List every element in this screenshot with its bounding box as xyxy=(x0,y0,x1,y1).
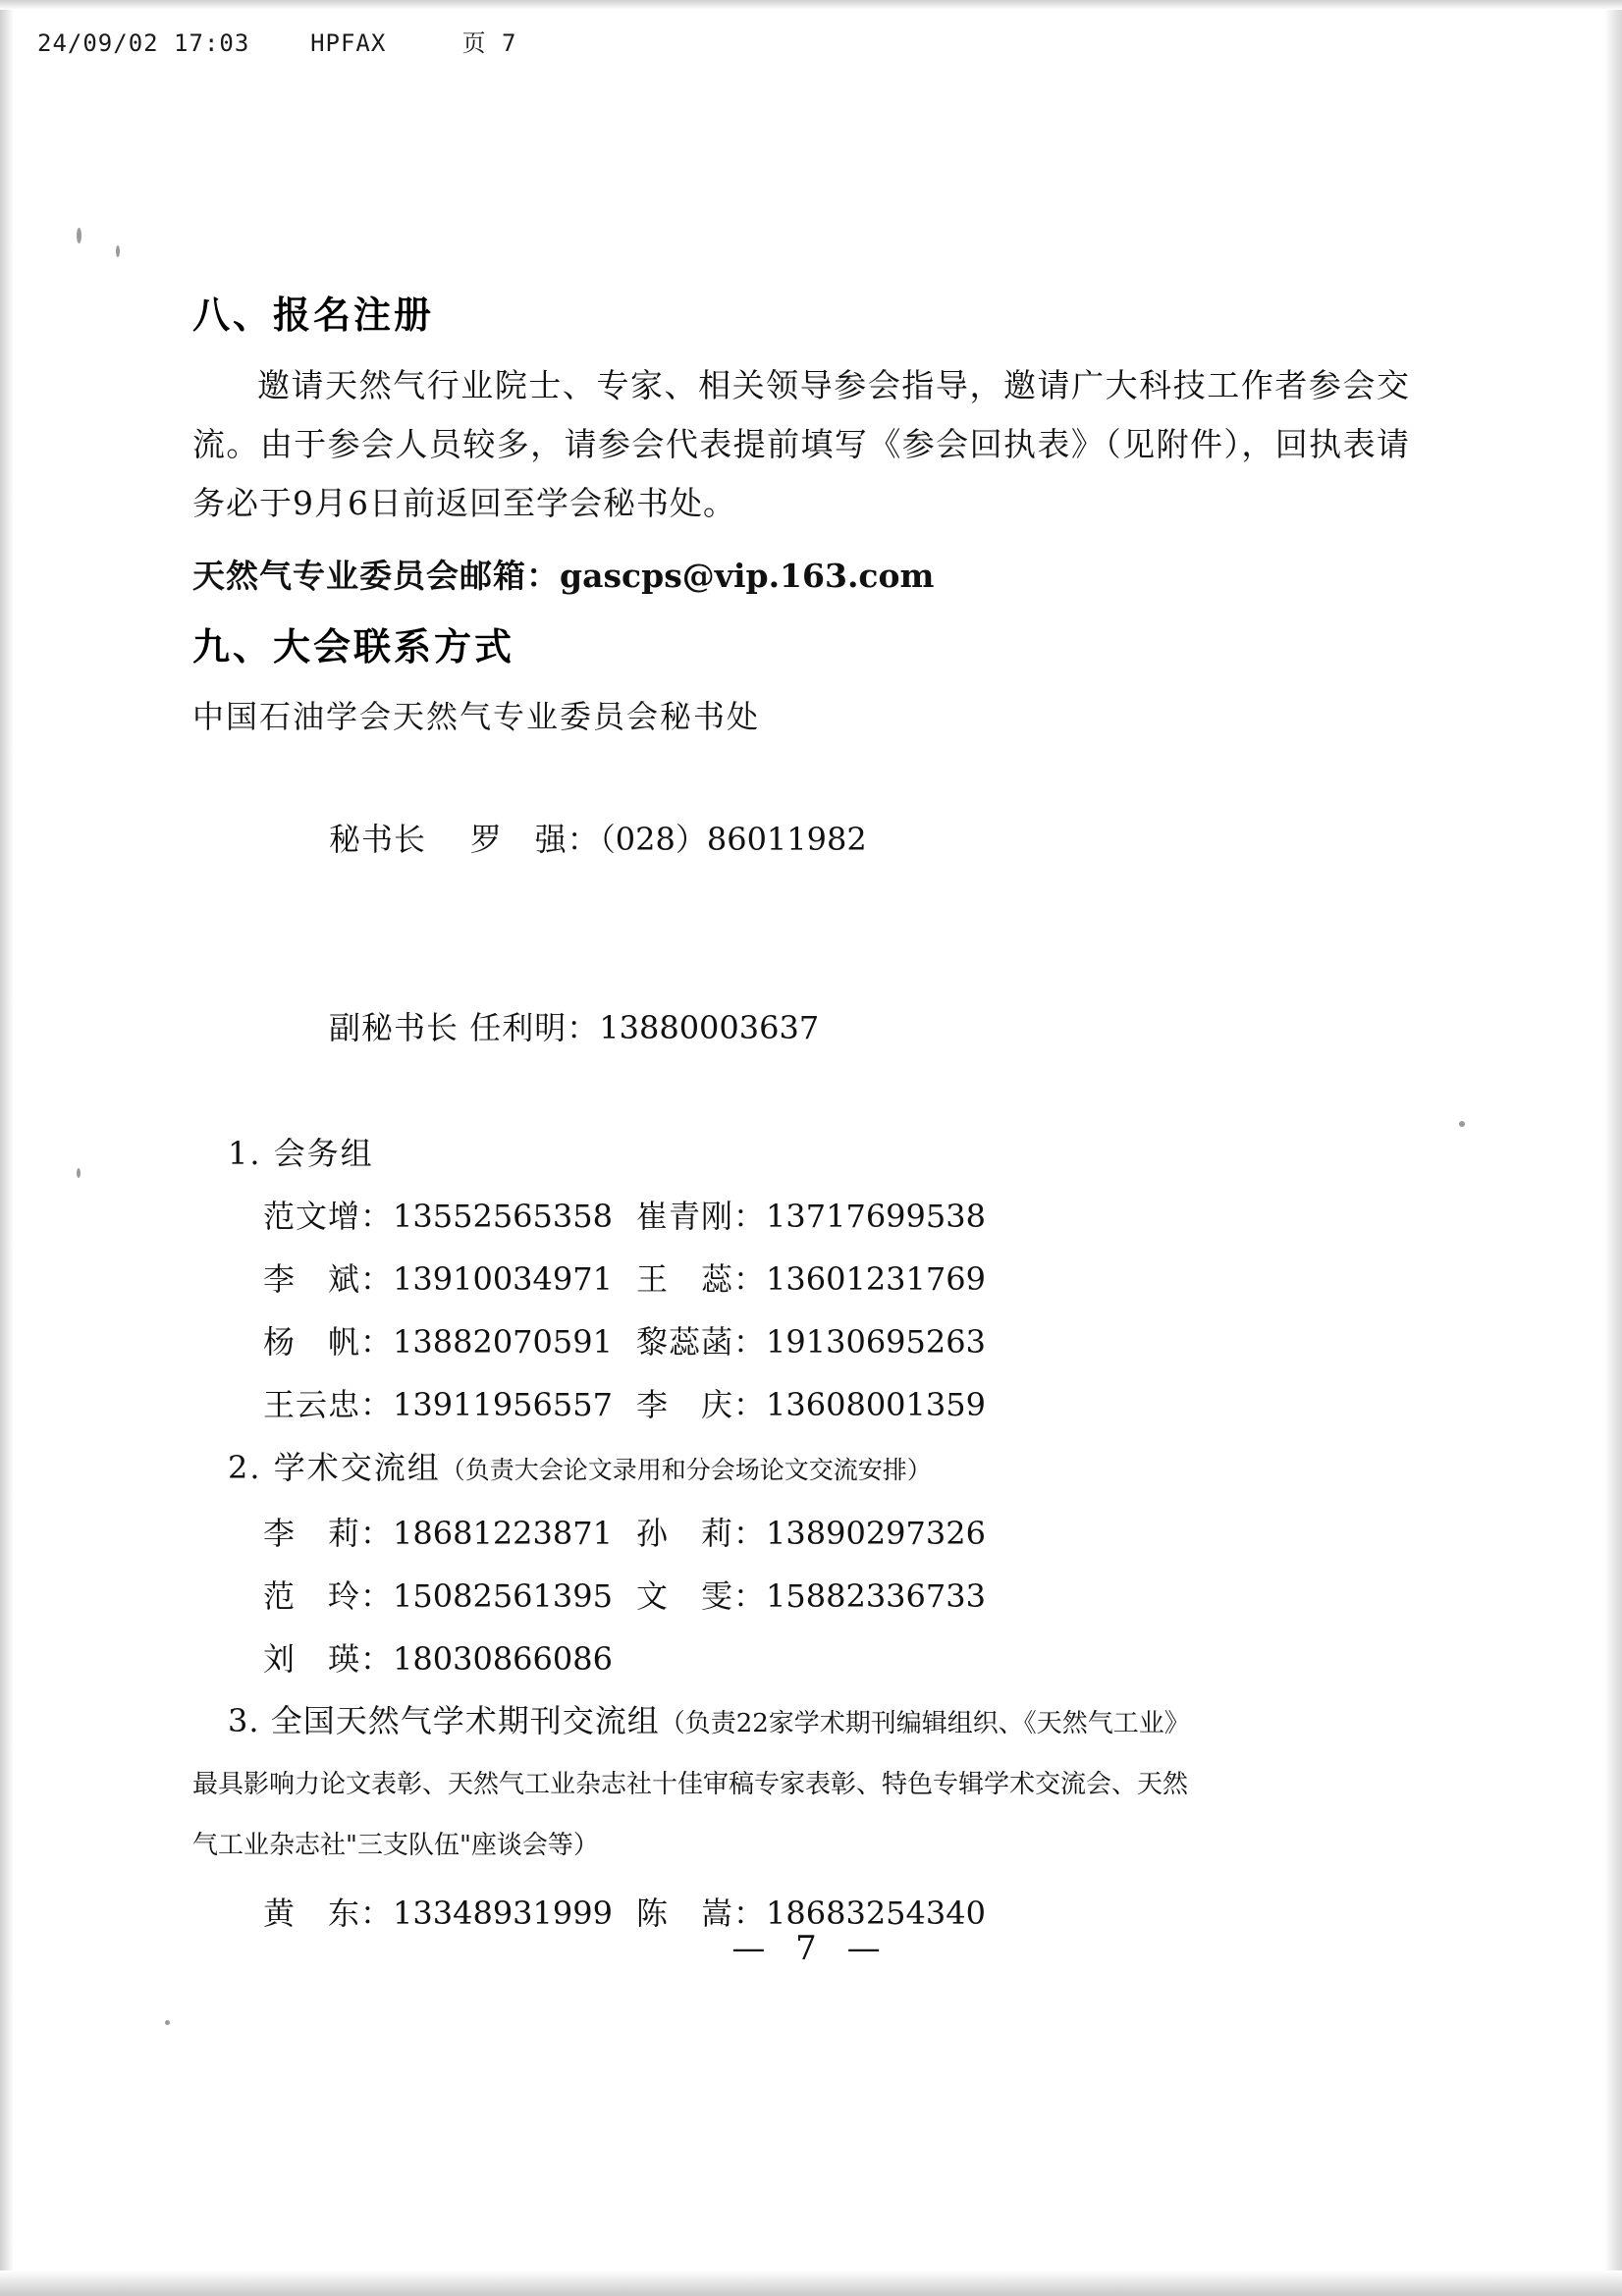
document-body xyxy=(192,285,1410,1945)
contact-cell xyxy=(636,1310,1029,1373)
contact-name: 范文增： xyxy=(263,1198,394,1235)
contact-phone: 13348931999 xyxy=(393,1895,613,1932)
contact-cell xyxy=(263,1310,636,1373)
group-title-journal-exchange xyxy=(228,1690,1410,1754)
contact-phone: 13911956557 xyxy=(393,1386,613,1423)
fax-header-line: 24/09/02 17:03 HPFAX 页 7 xyxy=(37,29,517,57)
group-index: 1. xyxy=(228,1135,262,1172)
contact-name: 杨 帆： xyxy=(263,1323,394,1361)
contact-row xyxy=(263,1310,1410,1373)
contact-phone: 15082561395 xyxy=(393,1577,613,1615)
scan-speck xyxy=(77,1168,81,1178)
contact-cell xyxy=(263,1248,636,1310)
contact-row xyxy=(263,1628,1410,1690)
contact-cell xyxy=(636,1373,1029,1436)
committee-email-line xyxy=(192,551,1410,597)
page-number: — 7 — xyxy=(731,1929,891,1968)
contact-phone: 13882070591 xyxy=(393,1323,613,1361)
officer-name: 任利明 xyxy=(469,1009,568,1046)
scan-speck xyxy=(165,2020,170,2025)
contact-name: 王云忠： xyxy=(263,1386,394,1423)
contact-phone: 13601231769 xyxy=(766,1260,986,1298)
contact-name: 崔青刚： xyxy=(636,1198,767,1235)
organization-name: 中国石油学会天然气专业委员会秘书处 xyxy=(192,698,761,735)
contact-cell xyxy=(636,1248,1029,1310)
group-note-line-3: 气工业杂志社"三支队伍"座谈会等） xyxy=(192,1831,599,1860)
contact-name: 刘 瑛： xyxy=(263,1640,394,1678)
scan-speck xyxy=(116,245,120,257)
section-heading-registration: 八、报名注册 xyxy=(192,294,435,337)
group-title-academic-exchange xyxy=(228,1436,1410,1502)
contact-cell xyxy=(263,1373,636,1436)
contact-name: 李 斌： xyxy=(263,1260,394,1298)
contact-cell xyxy=(263,1185,636,1248)
contact-cell xyxy=(636,1502,1029,1565)
contact-name: 李 莉： xyxy=(263,1515,394,1552)
contact-name: 王 蕊： xyxy=(636,1260,767,1298)
contact-name: 范 玲： xyxy=(263,1577,394,1615)
officer-name: 罗 强 xyxy=(469,821,568,858)
contact-phone: 18683254340 xyxy=(766,1895,986,1932)
group-note: （负责22家学术期刊编辑组织、《天然气工业》 xyxy=(659,1709,1190,1738)
committee-email-label: 天然气专业委员会邮箱： xyxy=(192,557,560,595)
committee-email-address: gascps@vip.163.com xyxy=(560,557,935,595)
group-note: （负责大会论文录用和分会场论文交流安排） xyxy=(440,1456,932,1484)
contact-phone: 13717699538 xyxy=(766,1198,986,1235)
contact-name: 黎蕊菡： xyxy=(636,1323,767,1361)
contact-row xyxy=(263,1373,1410,1436)
contact-name: 孙 莉： xyxy=(636,1515,767,1552)
group-index: 3. xyxy=(228,1702,260,1739)
contact-cell xyxy=(636,1185,1029,1248)
scan-edge-top xyxy=(0,0,1622,10)
group-name: 全国天然气学术期刊交流组 xyxy=(270,1702,660,1739)
registration-paragraph: 邀请天然气行业院士、专家、相关领导参会指导，邀请广大科技工作者参会交流。由于参会人员较多，请参会代表提前填写《参会回执表》（见附件），回执表请务必于9月6日前返回至学会秘书处。 xyxy=(192,366,1410,522)
group-title-conference-affairs xyxy=(228,1122,1410,1185)
contact-row xyxy=(263,1248,1410,1310)
officer-separator: ： xyxy=(567,1009,600,1046)
officer-phone: 13880003637 xyxy=(599,1009,820,1046)
contact-cell xyxy=(263,1628,636,1690)
officer-title: 副秘书长 xyxy=(329,1009,460,1046)
officer-row-secretary-general xyxy=(263,745,1410,934)
contact-phone: 19130695263 xyxy=(766,1323,986,1361)
contact-cell xyxy=(636,1565,1029,1628)
contact-name: 李 庆： xyxy=(636,1386,767,1423)
contact-row xyxy=(263,1185,1410,1248)
contact-phone: 13552565358 xyxy=(393,1198,613,1235)
contact-phone: 13890297326 xyxy=(766,1515,986,1552)
contact-row xyxy=(263,1502,1410,1565)
contact-cell xyxy=(263,1502,636,1565)
section-heading-contact: 九、大会联系方式 xyxy=(192,625,515,668)
officer-row-deputy-secretary-general xyxy=(263,934,1410,1122)
contact-name: 文 雯： xyxy=(636,1577,767,1615)
group-name: 学术交流组 xyxy=(273,1449,441,1486)
contact-phone: 13608001359 xyxy=(766,1386,986,1423)
scan-speck xyxy=(1459,1121,1465,1127)
group-note-line-2: 最具影响力论文表彰、天然气工业杂志社十佳审稿专家表彰、特色专辑学术交流会、天然 xyxy=(192,1770,1189,1799)
group-index: 2. xyxy=(228,1449,262,1486)
scan-speck xyxy=(77,228,81,243)
contact-phone: 18681223871 xyxy=(393,1515,613,1552)
officer-phone: （028）86011982 xyxy=(599,821,867,858)
contact-phone: 18030866086 xyxy=(393,1640,613,1678)
contact-cell xyxy=(636,1628,1029,1690)
contact-phone: 13910034971 xyxy=(393,1260,613,1298)
contact-row xyxy=(263,1565,1410,1628)
group-name: 会务组 xyxy=(273,1135,374,1172)
officer-title: 秘书长 xyxy=(329,821,427,858)
contact-cell xyxy=(263,1565,636,1628)
officer-separator: ： xyxy=(567,821,600,858)
scan-edge-bottom xyxy=(0,2270,1622,2296)
contact-name: 黄 东： xyxy=(263,1895,394,1932)
contact-phone: 15882336733 xyxy=(766,1577,986,1615)
contact-name: 陈 嵩： xyxy=(636,1895,767,1932)
